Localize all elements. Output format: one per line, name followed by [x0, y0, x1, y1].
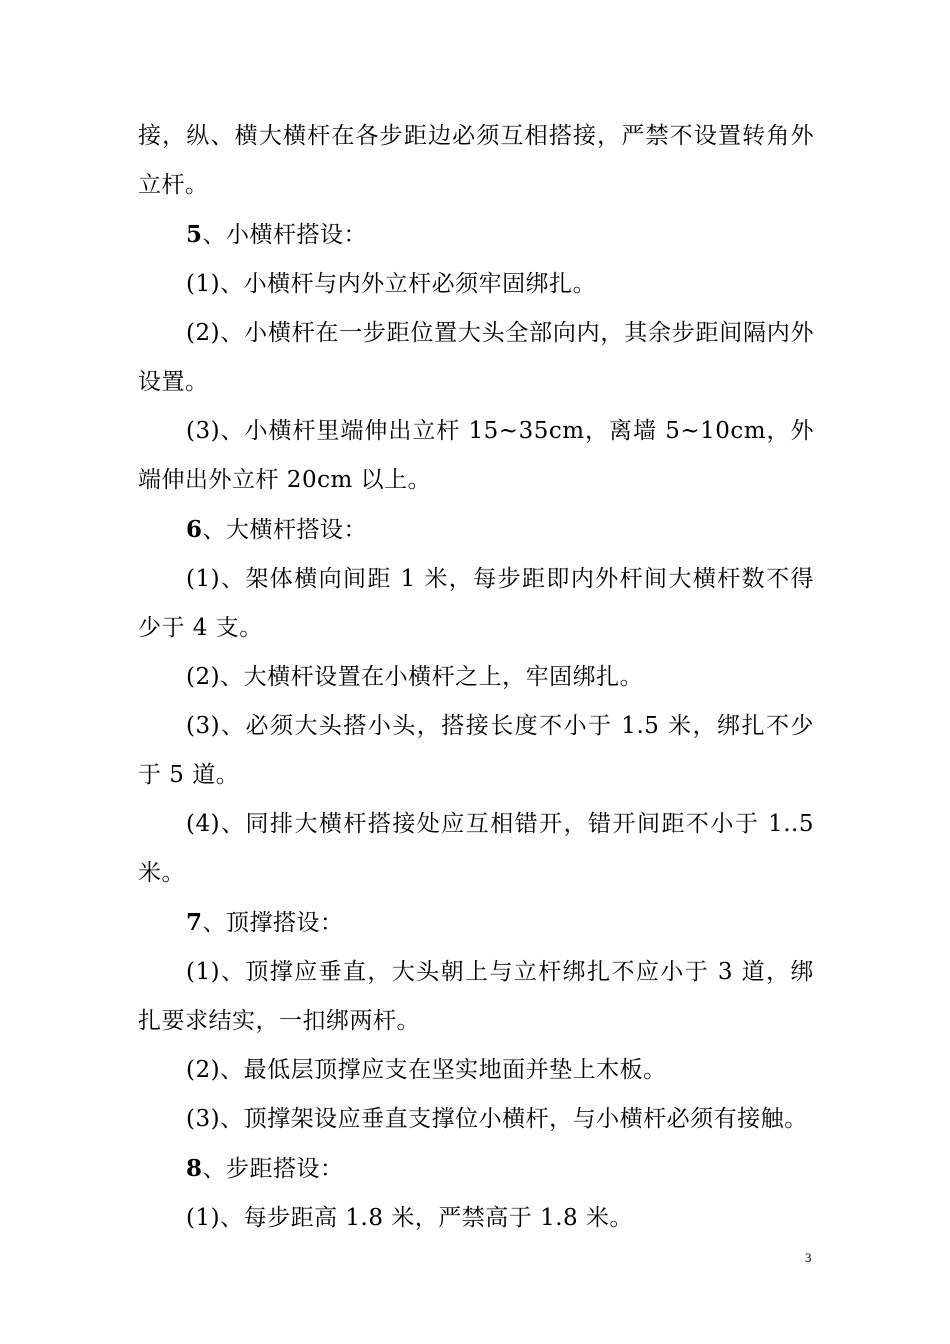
list-item: (1)、架体横向间距 1 米，每步距即内外杆间大横杆数不得少于 4 支。	[138, 566, 814, 641]
document-body	[138, 112, 814, 1243]
list-item: (1)、顶撑应垂直，大头朝上与立杆绑扎不应小于 3 道，绑扎要求结实，一扣绑两杆。	[138, 959, 814, 1034]
list-item: (2)、大横杆设置在小横杆之上，牢固绑扎。	[186, 664, 644, 690]
section-title: 、步距搭设：	[202, 1156, 344, 1182]
section-title: 、顶撑搭设：	[202, 910, 344, 936]
section-title: 、小横杆搭设：	[202, 222, 368, 248]
section-heading-8	[138, 1144, 814, 1194]
section-heading-5	[138, 210, 814, 260]
list-item: (3)、小横杆里端伸出立杆 15~35cm，离墙 5~10cm，外端伸出外立杆 20cm 以上。	[138, 418, 814, 493]
section-title: 、大横杆搭设：	[202, 517, 368, 543]
section-number: 5	[186, 221, 203, 248]
list-item: (2)、小横杆在一步距位置大头全部向内，其余步距间隔内外设置。	[138, 320, 814, 395]
paragraph-continuation: 接，纵、横大横杆在各步距边必须互相搭接，严禁不设置转角外立杆。	[138, 123, 814, 198]
list-item: (3)、顶撑架设应垂直支撑位小横杆，与小横杆必须有接触。	[186, 1106, 808, 1132]
list-item: (3)、必须大头搭小头，搭接长度不小于 1.5 米，绑扎不少于 5 道。	[138, 713, 814, 788]
list-item: (4)、同排大横杆搭接处应互相错开，错开间距不小于 1..5 米。	[138, 811, 814, 886]
list-item: (1)、小横杆与内外立杆必须牢固绑扎。	[186, 271, 597, 297]
section-heading-7	[138, 898, 814, 948]
list-item: (1)、每步距高 1.8 米，严禁高于 1.8 米。	[186, 1205, 633, 1231]
list-item: (2)、最低层顶撑应支在坚实地面并垫上木板。	[186, 1057, 667, 1083]
section-heading-6	[138, 505, 814, 555]
section-number: 6	[186, 516, 203, 543]
section-number: 8	[186, 1155, 203, 1182]
section-number: 7	[186, 909, 203, 936]
page-number: 3	[805, 1250, 812, 1265]
